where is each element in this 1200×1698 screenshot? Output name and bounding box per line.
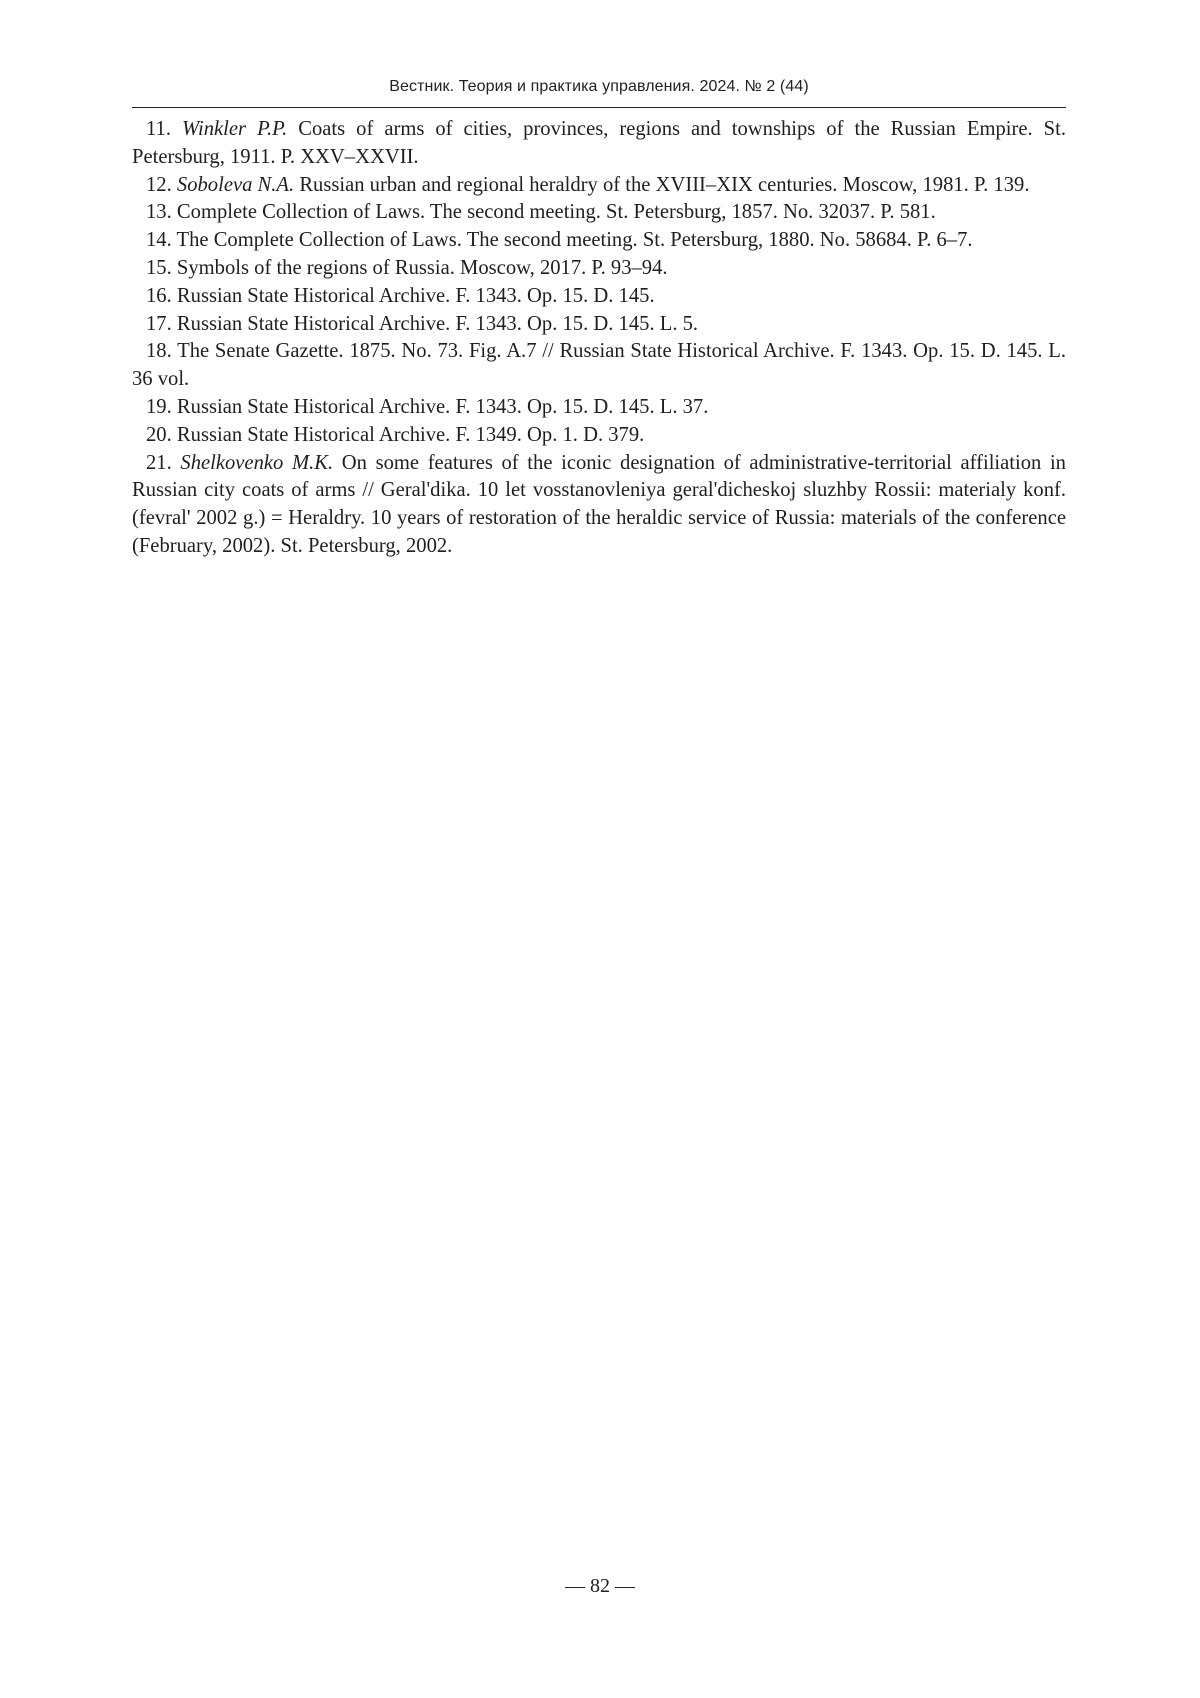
reference-item (132, 338, 1066, 394)
reference-number: 19. (146, 395, 172, 418)
reference-text: Symbols of the regions of Russia. Moscow, 2017. P. 93–94. (176, 256, 668, 279)
reference-number: 20. (146, 423, 172, 446)
reference-author: Winkler P.P. (182, 118, 288, 140)
header-rule (132, 107, 1066, 108)
reference-text: Russian urban and regional heraldry of the XVIII–XIX centuries. Moscow, 1981. P. 139. (299, 173, 1030, 196)
reference-number: 17. (146, 312, 172, 335)
reference-text: Russian State Historical Archive. F. 1343. Op. 15. D. 145. L. 5. (176, 312, 699, 335)
reference-list (132, 116, 1066, 561)
reference-item (132, 422, 1066, 450)
reference-text: Complete Collection of Laws. The second meeting. St. Petersburg, 1857. No. 32037. P. 581. (176, 201, 936, 224)
reference-number: 15. (146, 256, 172, 279)
reference-item (132, 311, 1066, 339)
reference-number: 11. (146, 118, 171, 140)
reference-item (132, 283, 1066, 311)
reference-item (132, 199, 1066, 227)
reference-item (132, 227, 1066, 255)
page-number: — 82 — (565, 1575, 635, 1597)
reference-item (132, 172, 1066, 200)
reference-item (132, 394, 1066, 422)
reference-text: The Senate Gazette. 1875. No. 73. Fig. A.7 // Russian State Historical Archive. F. 1343. Op. 15. D. 145. L. 36 vol. (132, 340, 1067, 391)
reference-text: Russian State Historical Archive. F. 1343. Op. 15. D. 145. (176, 284, 655, 307)
reference-number: 21. (146, 451, 172, 474)
reference-author: Shelkovenko M.K. (180, 451, 334, 474)
reference-number: 18. (146, 340, 172, 363)
reference-number: 16. (146, 284, 172, 307)
reference-text: Russian State Historical Archive. F. 1349. Op. 1. D. 379. (176, 423, 645, 446)
reference-number: 13. (146, 201, 172, 224)
reference-item (132, 116, 1066, 172)
running-header: Вестник. Теория и практика управления. 2024. № 2 (44) (389, 78, 809, 95)
reference-text: Russian State Historical Archive. F. 1343. Op. 15. D. 145. L. 37. (176, 395, 709, 418)
reference-item (132, 255, 1066, 283)
reference-text: On some features of the iconic designation of administrative-territorial affiliation in Russian city coats of arms // Geral'dika. 10 let vosstanovleniya geral'dicheskoj sluzhby Rossii: materialy konf. (fevral' 2002 g.) = Heraldry. 10 years of restoration of the heraldic service of Russia: materials of the conference (February, 2002). St. Petersburg, 2002. (132, 451, 1066, 557)
reference-number: 12. (146, 173, 172, 196)
reference-author: Soboleva N.A. (176, 173, 295, 196)
reference-text: Coats of arms of cities, provinces, regions and townships of the Russian Empire. St. Petersburg, 1911. P. XXV–XXVII. (132, 118, 1066, 168)
reference-item (132, 450, 1066, 561)
reference-number: 14. (146, 229, 172, 252)
reference-text: The Complete Collection of Laws. The second meeting. St. Petersburg, 1880. No. 58684. P. 6–7. (176, 229, 973, 252)
